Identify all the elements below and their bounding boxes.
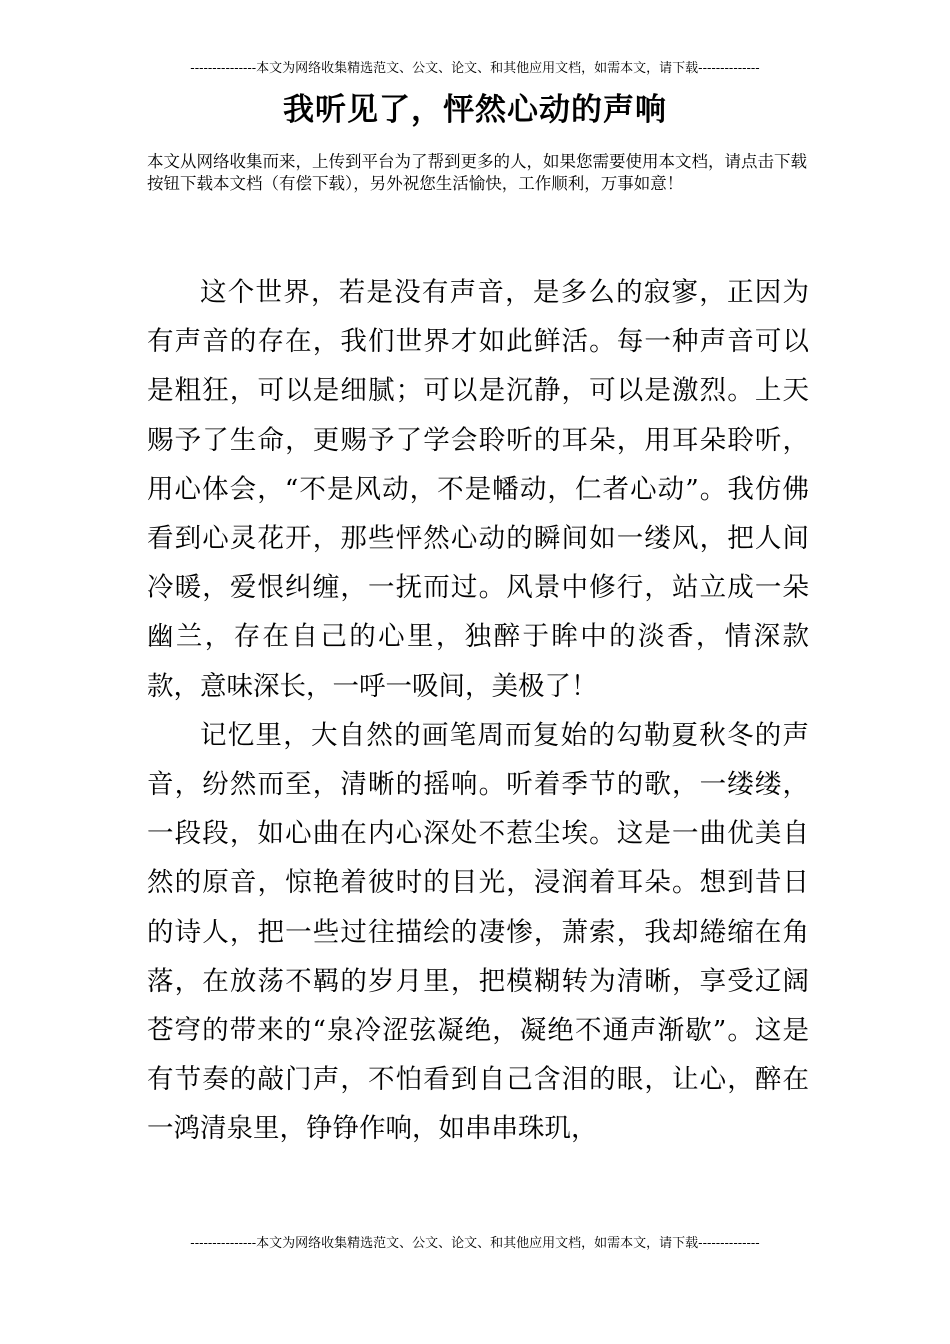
footer-banner: ---------------本文为网络收集精选范文、公文、论文、和其他应用文档，如需本文，请下载-------------- [190, 1236, 760, 1251]
body-paragraph-1: 这个世界，若是没有声音，是多么的寂寥，正因为有声音的存在，我们世界才如此鲜活。每一种声音可以是粗狂，可以是细腻；可以是沉静，可以是激烈。上天赐予了生命，更赐予了学会聆听的耳朵，用耳朵聆听，用心体会，“不是风动，不是幡动，仁者心动”。我仿佛看到心灵花开，那些怦然心动的瞬间如一缕风，把人间冷暖，爱恨纠缠，一抚而过。风景中修行，站立成一朵幽兰，存在自己的心里，独醉于眸中的淡香，情深款款，意味深长，一呼一吸间，美极了！ [147, 277, 809, 702]
header-banner: ---------------本文为网络收集精选范文、公文、论文、和其他应用文档，如需本文，请下载-------------- [190, 61, 760, 76]
document-title: 我听见了，怦然心动的声响 [283, 92, 667, 128]
article-body [147, 268, 809, 1154]
body-paragraph-2: 记忆里，大自然的画笔周而复始的勾勒夏秋冬的声音，纷然而至，清晰的摇响。听着季节的歌，一缕缕，一段段，如心曲在内心深处不惹尘埃。这是一曲优美自然的原音，惊艳着彼时的目光，浸润着耳朵。想到昔日的诗人，把一些过往描绘的凄惨，萧索，我却綣缩在角落，在放荡不羁的岁月里，把模糊转为清晰，享受辽阔苍穹的带来的“泉冷涩弦凝绝，凝绝不通声渐歇”。这是有节奏的敲门声，不怕看到自己含泪的眼，让心，醉在一鸿清泉里，铮铮作响，如串串珠玑， [147, 719, 809, 1145]
intro-notice: 本文从网络收集而来，上传到平台为了帮到更多的人，如果您需要使用本文档，请点击下载按钮下载本文档（有偿下载），另外祝您生活愉快，工作顺利，万事如意！ [147, 152, 807, 193]
